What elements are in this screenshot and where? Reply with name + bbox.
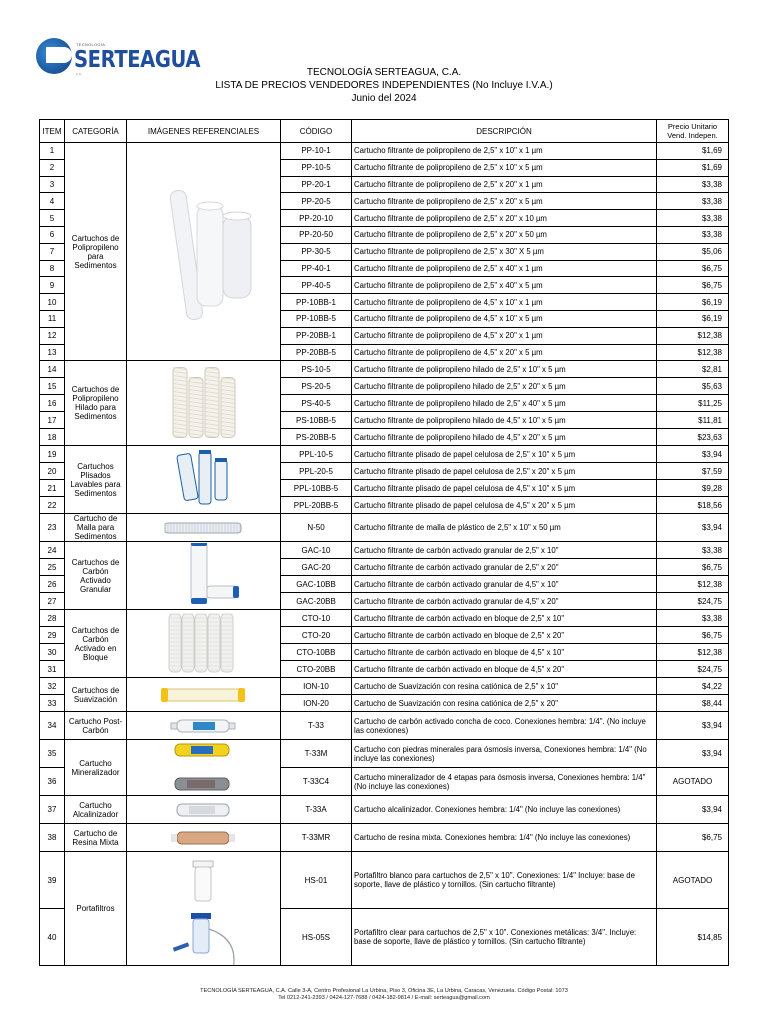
product-code: PS-10BB-5	[281, 412, 352, 429]
product-price: $11,25	[657, 395, 729, 412]
product-description: Cartucho de Suavización con resina catiónica de 2,5" x 20"	[352, 695, 657, 712]
product-image-cell	[127, 446, 281, 514]
product-code: ION-20	[281, 695, 352, 712]
product-code: PP-10-1	[281, 143, 352, 160]
product-price: $8,44	[657, 695, 729, 712]
product-code: PP-10BB-5	[281, 310, 352, 327]
product-description: Cartucho mineralizador de 4 etapas para ósmosis inversa, Conexiones hembra: 1/4" (No incluye las conexiones)	[352, 768, 657, 796]
item-number: 39	[40, 852, 65, 909]
product-price: $3,38	[657, 226, 729, 243]
product-price: $3,38	[657, 210, 729, 227]
product-code: PP-40-5	[281, 277, 352, 294]
product-code: CTO-10BB	[281, 644, 352, 661]
product-code: PS-20BB-5	[281, 429, 352, 446]
product-description: Cartucho filtrante de polipropileno hilado de 2,5" x 40" x 5 µm	[352, 395, 657, 412]
item-number: 38	[40, 824, 65, 852]
table-row	[40, 678, 729, 695]
product-price: $14,85	[657, 909, 729, 966]
col-header-code: CÓDIGO	[281, 120, 352, 143]
product-price: $3,38	[657, 176, 729, 193]
item-number: 12	[40, 327, 65, 344]
product-price: $3,94	[657, 740, 729, 768]
item-number: 34	[40, 712, 65, 740]
item-number: 40	[40, 909, 65, 966]
product-code: PPL-20-5	[281, 463, 352, 480]
product-description: Cartucho filtrante de polipropileno de 2,5" x 40" x 1 µm	[352, 260, 657, 277]
product-description: Cartucho de resina mixta. Conexiones hembra: 1/4" (No incluye las conexiones)	[352, 824, 657, 852]
product-price: $18,56	[657, 497, 729, 514]
product-image-cell	[127, 678, 281, 712]
product-price: $3,94	[657, 446, 729, 463]
item-number: 27	[40, 593, 65, 610]
page-footer	[0, 988, 768, 1002]
item-number: 17	[40, 412, 65, 429]
product-code: CTO-20BB	[281, 661, 352, 678]
product-description: Cartucho filtrante de polipropileno de 2,5" x 20" x 50 µm	[352, 226, 657, 243]
softening-cartridge-image	[127, 679, 279, 711]
product-price: $5,63	[657, 378, 729, 395]
item-number: 25	[40, 559, 65, 576]
product-code: PPL-10-5	[281, 446, 352, 463]
item-number: 11	[40, 310, 65, 327]
product-description: Cartucho filtrante de polipropileno de 2,5" x 10" x 1 µm	[352, 143, 657, 160]
product-price: $3,38	[657, 542, 729, 559]
product-code: PP-20-50	[281, 226, 352, 243]
item-number: 18	[40, 429, 65, 446]
product-code: T-33C4	[281, 768, 352, 796]
product-image-cell	[127, 610, 281, 678]
product-code: PP-10BB-1	[281, 294, 352, 311]
product-description: Cartucho alcalinizador. Conexiones hembra: 1/4" (No incluye las conexiones)	[352, 796, 657, 824]
col-header-category: CATEGORÍA	[65, 120, 127, 143]
gac-cartridges-image	[127, 543, 279, 609]
product-price: $24,75	[657, 593, 729, 610]
product-description: Cartucho filtrante plisado de papel celulosa de 2,5" x 20" x 5 µm	[352, 463, 657, 480]
item-number: 33	[40, 695, 65, 712]
item-number: 10	[40, 294, 65, 311]
carbon-block-cartridges-image	[127, 611, 279, 677]
category-cell: Cartucho Post-Carbón	[65, 712, 127, 740]
table-row	[40, 446, 729, 463]
product-description: Portafiltro clear para cartuchos de 2,5" x 10". Conexiones metálicas: 3/4". Incluye: base de soporte, llave de plástico y tornillos. (Sin cartucho filtrante)	[352, 909, 657, 966]
product-code: CTO-10	[281, 610, 352, 627]
product-description: Cartucho filtrante de polipropileno hilado de 2,5" x 20" x 5 µm	[352, 378, 657, 395]
document-date: Junio del 2024	[351, 93, 417, 104]
col-header-item: ITEM	[40, 120, 65, 143]
item-number: 13	[40, 344, 65, 361]
product-description: Cartucho filtrante de polipropileno hilado de 2,5" x 10" x 5 µm	[352, 361, 657, 378]
category-cell: Cartuchos de Suavización	[65, 678, 127, 712]
product-description: Cartucho filtrante plisado de papel celulosa de 4,5" x 10" x 5 µm	[352, 480, 657, 497]
category-cell: Cartuchos Plisados Lavables para Sedimentos	[65, 446, 127, 514]
product-code: HS-01	[281, 852, 352, 909]
product-price: $1,69	[657, 159, 729, 176]
product-price: $4,22	[657, 678, 729, 695]
mixed-resin-cartridge-image	[127, 825, 279, 851]
product-description: Cartucho de carbón activado concha de coco. Conexiones hembra: 1/4". (No incluye las conexiones)	[352, 712, 657, 740]
product-code: T-33M	[281, 740, 352, 768]
footer-address: TECNOLOGÍA SERTEAGUA, C.A. Calle 3-A, Centro Profesional La Urbina, Piso 3, Oficina 3E, La Urbina, Caracas, Venezuela. Código Postal: 1073	[200, 988, 568, 994]
product-image-cell	[127, 143, 281, 361]
document-title: LISTA DE PRECIOS VENDEDORES INDEPENDIENTES (No Incluye I.V.A.)	[215, 80, 553, 91]
product-description: Cartucho filtrante de polipropileno de 2,5" x 10" x 5 µm	[352, 159, 657, 176]
product-price: $6,75	[657, 277, 729, 294]
product-code: GAC-10	[281, 542, 352, 559]
col-header-images: IMÁGENES REFERENCIALES	[127, 120, 281, 143]
category-cell: Cartuchos de Polipropileno Hilado para Sedimentos	[65, 361, 127, 446]
table-row	[40, 514, 729, 542]
product-description: Cartucho filtrante de polipropileno de 2,5" x 30" X 5 µm	[352, 243, 657, 260]
table-row	[40, 610, 729, 627]
product-code: N-50	[281, 514, 352, 542]
product-image-cell	[127, 852, 281, 966]
mesh-cartridge-image	[127, 515, 279, 541]
product-code: PP-20-10	[281, 210, 352, 227]
item-number: 31	[40, 661, 65, 678]
item-number: 35	[40, 740, 65, 768]
category-cell: Portafiltros	[65, 852, 127, 966]
product-description: Cartucho filtrante de polipropileno de 2,5" x 20" x 5 µm	[352, 193, 657, 210]
footer-contact: Tel 0212-241-2393 / 0424-127-7688 / 0424-182-9814 / E-mail: serteagua@gmail.com	[278, 995, 490, 1001]
table-row	[40, 796, 729, 824]
product-code: CTO-20	[281, 627, 352, 644]
product-code: GAC-20BB	[281, 593, 352, 610]
item-number: 23	[40, 514, 65, 542]
product-description: Cartucho filtrante de carbón activado granular de 2,5" x 10"	[352, 542, 657, 559]
product-code: T-33MR	[281, 824, 352, 852]
item-number: 32	[40, 678, 65, 695]
category-cell: Cartucho de Resina Mixta	[65, 824, 127, 852]
product-description: Cartucho filtrante de polipropileno de 4,5" x 10" x 1 µm	[352, 294, 657, 311]
category-cell: Cartucho Alcalinizador	[65, 796, 127, 824]
product-code: PPL-10BB-5	[281, 480, 352, 497]
table-row	[40, 712, 729, 740]
white-sediment-cartridges-image	[127, 144, 279, 360]
product-price: $24,75	[657, 661, 729, 678]
item-number: 29	[40, 627, 65, 644]
product-code: T-33A	[281, 796, 352, 824]
product-price: $7,59	[657, 463, 729, 480]
product-price: $12,38	[657, 327, 729, 344]
product-price: $5,06	[657, 243, 729, 260]
product-code: PS-40-5	[281, 395, 352, 412]
product-price: $11,81	[657, 412, 729, 429]
item-number: 16	[40, 395, 65, 412]
product-code: PS-20-5	[281, 378, 352, 395]
product-description: Cartucho filtrante de polipropileno de 4,5" x 20" x 1 µm	[352, 327, 657, 344]
category-cell: Cartuchos de Carbón Activado en Bloque	[65, 610, 127, 678]
product-price: $6,75	[657, 627, 729, 644]
product-description: Cartucho filtrante de polipropileno de 2,5" x 20" x 1 µm	[352, 176, 657, 193]
product-code: PP-30-5	[281, 243, 352, 260]
product-code: PP-20BB-1	[281, 327, 352, 344]
product-code: PP-10-5	[281, 159, 352, 176]
category-cell: Cartuchos de Polipropileno para Sedimentos	[65, 143, 127, 361]
product-price: $3,94	[657, 712, 729, 740]
product-code: PP-20-1	[281, 176, 352, 193]
post-carbon-cartridge-image	[127, 713, 279, 739]
table-row	[40, 361, 729, 378]
product-description: Cartucho filtrante de polipropileno hilado de 4,5" x 10" x 5 µm	[352, 412, 657, 429]
product-code: PPL-20BB-5	[281, 497, 352, 514]
item-number: 7	[40, 243, 65, 260]
product-image-cell	[127, 514, 281, 542]
alkaline-cartridge-image	[127, 797, 279, 823]
product-description: Cartucho filtrante de carbón activado en bloque de 2,5" x 10"	[352, 610, 657, 627]
product-code: PP-40-1	[281, 260, 352, 277]
product-description: Cartucho con piedras minerales para ósmosis inversa, Conexiones hembra: 1/4" (No incluye las conexiones)	[352, 740, 657, 768]
product-image-cell	[127, 796, 281, 824]
product-description: Cartucho filtrante de polipropileno de 4,5" x 10" x 5 µm	[352, 310, 657, 327]
product-price: $23,63	[657, 429, 729, 446]
product-description: Cartucho filtrante de carbón activado granular de 4,5" x 10"	[352, 576, 657, 593]
item-number: 1	[40, 143, 65, 160]
mineral-cartridge-image	[127, 741, 279, 795]
item-number: 4	[40, 193, 65, 210]
product-price: AGOTADO	[657, 852, 729, 909]
product-description: Cartucho filtrante de carbón activado en bloque de 4,5" x 10"	[352, 644, 657, 661]
product-price: AGOTADO	[657, 768, 729, 796]
product-code: ION-10	[281, 678, 352, 695]
product-description: Cartucho filtrante de polipropileno hilado de 4,5" x 20" x 5 µm	[352, 429, 657, 446]
item-number: 6	[40, 226, 65, 243]
product-image-cell	[127, 740, 281, 796]
product-code: PP-20BB-5	[281, 344, 352, 361]
product-image-cell	[127, 712, 281, 740]
item-number: 22	[40, 497, 65, 514]
item-number: 30	[40, 644, 65, 661]
product-price: $9,28	[657, 480, 729, 497]
product-price: $3,94	[657, 514, 729, 542]
item-number: 26	[40, 576, 65, 593]
table-row	[40, 852, 729, 909]
table-row	[40, 740, 729, 768]
logo-small-text: TECNOLOGÍA	[76, 42, 106, 47]
product-description: Cartucho filtrante de polipropileno de 4,5" x 20" x 5 µm	[352, 344, 657, 361]
product-image-cell	[127, 361, 281, 446]
item-number: 21	[40, 480, 65, 497]
product-price: $6,19	[657, 294, 729, 311]
item-number: 14	[40, 361, 65, 378]
table-row	[40, 143, 729, 160]
item-number: 3	[40, 176, 65, 193]
product-price: $12,38	[657, 644, 729, 661]
item-number: 28	[40, 610, 65, 627]
product-description: Cartucho filtrante de carbón activado granular de 2,5" x 20"	[352, 559, 657, 576]
item-number: 8	[40, 260, 65, 277]
table-header-row	[40, 120, 729, 143]
item-number: 37	[40, 796, 65, 824]
product-code: PP-20-5	[281, 193, 352, 210]
logo-brand-name: SERTEAGUA	[74, 47, 201, 73]
product-price: $12,38	[657, 576, 729, 593]
item-number: 9	[40, 277, 65, 294]
product-price: $1,69	[657, 143, 729, 160]
category-cell: Cartucho Mineralizador	[65, 740, 127, 796]
product-code: PS-10-5	[281, 361, 352, 378]
price-table	[39, 119, 729, 966]
product-code: T-33	[281, 712, 352, 740]
product-description: Cartucho filtrante plisado de papel celulosa de 4,5" x 20" x 5 µm	[352, 497, 657, 514]
category-cell: Cartucho de Malla para Sedimentos	[65, 514, 127, 542]
product-description: Cartucho filtrante plisado de papel celulosa de 2,5" x 10" x 5 µm	[352, 446, 657, 463]
product-description: Cartucho filtrante de carbón activado granular de 4,5" x 20"	[352, 593, 657, 610]
item-number: 2	[40, 159, 65, 176]
product-description: Cartucho filtrante de carbón activado en bloque de 4,5" x 20"	[352, 661, 657, 678]
document-header	[0, 66, 768, 105]
string-wound-cartridges-image	[127, 362, 279, 445]
table-row	[40, 542, 729, 559]
item-number: 36	[40, 768, 65, 796]
item-number: 20	[40, 463, 65, 480]
logo-tagline: C.A.	[76, 72, 82, 76]
product-image-cell	[127, 824, 281, 852]
product-description: Portafiltro blanco para cartuchos de 2,5" x 10". Conexiones: 1/4" Incluye: base de soporte, llave de plástico y tornillos. (Sin cartucho filtrante)	[352, 852, 657, 909]
product-price: $6,75	[657, 559, 729, 576]
item-number: 24	[40, 542, 65, 559]
category-cell: Cartuchos de Carbón Activado Granular	[65, 542, 127, 610]
pleated-cartridges-image	[127, 447, 279, 513]
product-code: GAC-10BB	[281, 576, 352, 593]
product-description: Cartucho filtrante de malla de plástico de 2,5" x 10" x 50 µm	[352, 514, 657, 542]
item-number: 19	[40, 446, 65, 463]
product-price: $6,19	[657, 310, 729, 327]
product-price: $2,81	[657, 361, 729, 378]
product-description: Cartucho filtrante de polipropileno de 2,5" x 40" x 5 µm	[352, 277, 657, 294]
item-number: 5	[40, 210, 65, 227]
item-number: 15	[40, 378, 65, 395]
col-header-description: DESCRIPCIÓN	[352, 120, 657, 143]
product-price: $3,38	[657, 610, 729, 627]
table-row	[40, 824, 729, 852]
product-code: GAC-20	[281, 559, 352, 576]
col-header-price: Precio Unitario Vend. Indepen.	[657, 120, 729, 143]
product-price: $3,94	[657, 796, 729, 824]
product-description: Cartucho filtrante de carbón activado en bloque de 2,5" x 20"	[352, 627, 657, 644]
product-description: Cartucho de Suavización con resina catiónica de 2,5" x 10"	[352, 678, 657, 695]
filter-housing-image	[127, 853, 279, 965]
product-price: $3,38	[657, 193, 729, 210]
product-code: HS-05S	[281, 909, 352, 966]
company-name: TECNOLOGÍA SERTEAGUA, C.A.	[306, 67, 462, 78]
product-price: $6,75	[657, 824, 729, 852]
product-price: $6,75	[657, 260, 729, 277]
product-description: Cartucho filtrante de polipropileno de 2,5" x 20" x 10 µm	[352, 210, 657, 227]
product-price: $12,38	[657, 344, 729, 361]
product-image-cell	[127, 542, 281, 610]
